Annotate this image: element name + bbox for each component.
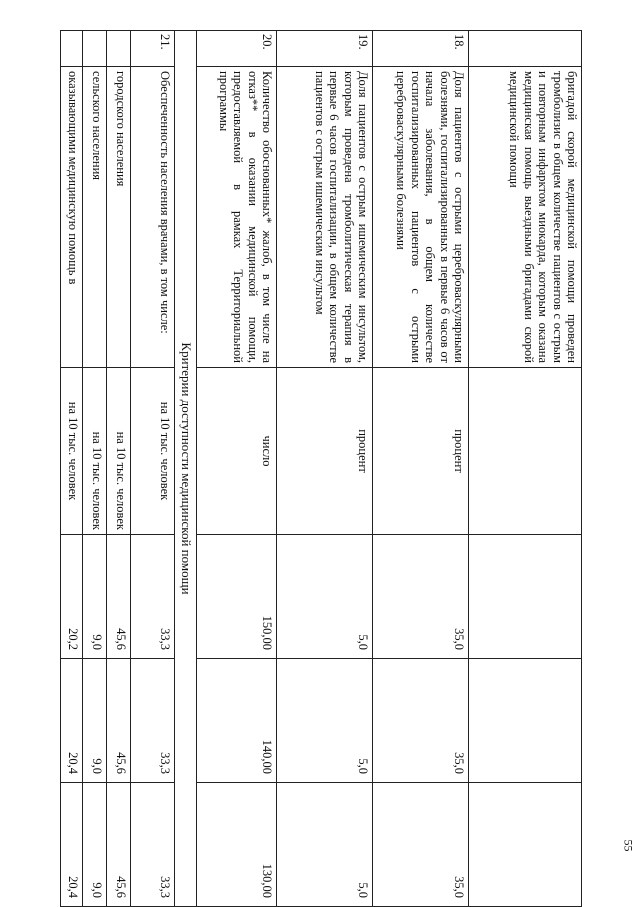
value-year-2: 20,4 [61, 659, 83, 783]
rotated-table-container [46, 30, 582, 898]
table-row [197, 31, 277, 907]
row-number: 18. [373, 31, 469, 67]
criterion-text: городского населения [107, 67, 131, 368]
value-year-3 [469, 783, 582, 907]
unit-cell: на 10 тыс. человек [83, 368, 107, 535]
value-year-1: 5,0 [277, 535, 373, 659]
value-year-3: 35,0 [373, 783, 469, 907]
value-year-3: 45,6 [107, 783, 131, 907]
row-number [83, 31, 107, 67]
page-number: 55 [621, 839, 636, 852]
unit-cell [469, 368, 582, 535]
value-year-1: 9,0 [83, 535, 107, 659]
criterion-text: Доля пациентов с острым ишемическим инсультом, которым проведена тромболитическая терапия в первые 6 часов госпитализации, в общем количестве пациентов с острым ишемическим инсультом [277, 67, 373, 368]
row-number [469, 31, 582, 67]
table-row [83, 31, 107, 907]
criterion-text: Количество обоснованных* жалоб, в том числе на отказ** в оказании медицинской помощи, предоставляемой в рамках Территориальной программы [197, 67, 277, 368]
value-year-2: 35,0 [373, 659, 469, 783]
criterion-text: сельского населения [83, 67, 107, 368]
section-header-row [175, 31, 197, 907]
unit-cell: на 10 тыс. человек [61, 368, 83, 535]
table-row [107, 31, 131, 907]
table-row [277, 31, 373, 907]
section-title: Критерии доступности медицинской помощи [175, 31, 197, 907]
criterion-text: оказывающими медицинскую помощь в [61, 67, 83, 368]
table-row [373, 31, 469, 907]
row-number: 19. [277, 31, 373, 67]
table-row [131, 31, 175, 907]
value-year-2 [469, 659, 582, 783]
row-number: 21. [131, 31, 175, 67]
value-year-1: 150,00 [197, 535, 277, 659]
value-year-1: 45,6 [107, 535, 131, 659]
value-year-2: 9,0 [83, 659, 107, 783]
unit-cell: на 10 тыс. человек [107, 368, 131, 535]
value-year-2: 33,3 [131, 659, 175, 783]
value-year-1: 35,0 [373, 535, 469, 659]
value-year-2: 5,0 [277, 659, 373, 783]
unit-cell: число [197, 368, 277, 535]
unit-cell: процент [373, 368, 469, 535]
unit-cell: на 10 тыс. человек [131, 368, 175, 535]
value-year-3: 33,3 [131, 783, 175, 907]
value-year-3: 9,0 [83, 783, 107, 907]
criterion-text: бригадой скорой медицинской помощи проведен тромболизис в общем количестве пациентов с острым и повторным инфарктом миокарда, которым оказана медицинская помощь выездными бригадами скорой медицинской помощи [469, 67, 582, 368]
unit-cell: процент [277, 368, 373, 535]
value-year-3: 20,4 [61, 783, 83, 907]
value-year-2: 140,00 [197, 659, 277, 783]
criteria-table [60, 30, 582, 907]
criterion-text: Доля пациентов с острыми цереброваскулярными болезнями, госпитализированных в первые 6 часов от начала заболевания, в общем количестве госпитализированных пациентов с острыми цереброваскулярными болезнями [373, 67, 469, 368]
table-row [469, 31, 582, 907]
table-row [61, 31, 83, 907]
row-number [107, 31, 131, 67]
value-year-3: 5,0 [277, 783, 373, 907]
criterion-text: Обеспеченность населения врачами, в том числе: [131, 67, 175, 368]
row-number: 20. [197, 31, 277, 67]
value-year-1: 33,3 [131, 535, 175, 659]
value-year-1: 20,2 [61, 535, 83, 659]
value-year-2: 45,6 [107, 659, 131, 783]
row-number [61, 31, 83, 67]
value-year-1 [469, 535, 582, 659]
value-year-3: 130,00 [197, 783, 277, 907]
